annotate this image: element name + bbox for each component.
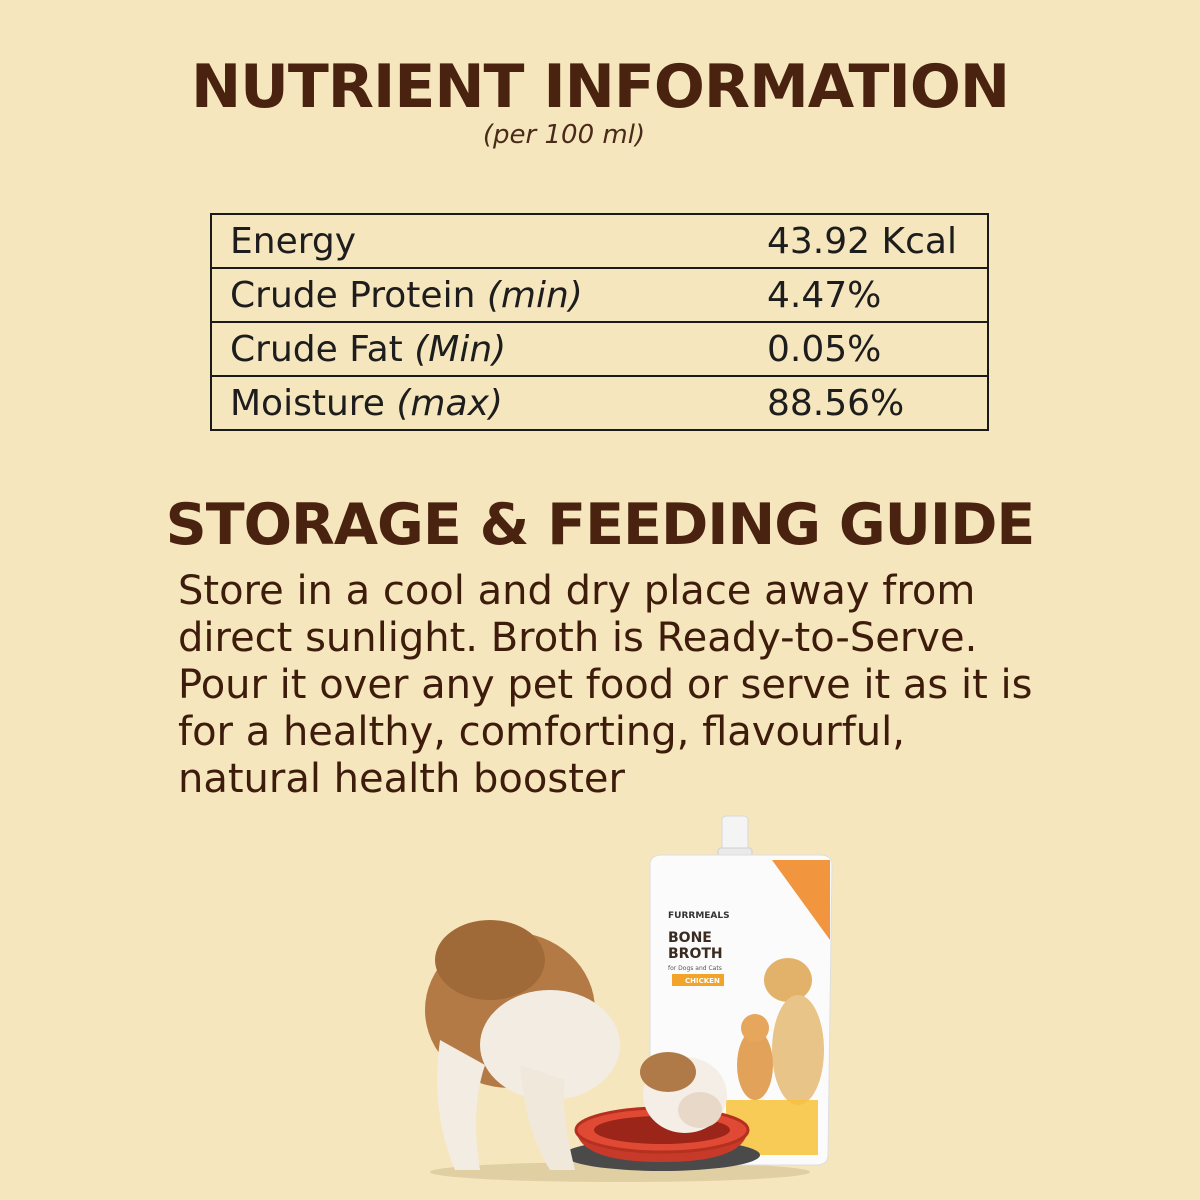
nutrient-row-energy <box>211 214 988 268</box>
nutrient-row-moisture <box>211 376 988 430</box>
pouch-flavour: CHICKEN <box>685 977 720 985</box>
nutrient-table <box>210 213 989 431</box>
product-illustration <box>400 810 860 1190</box>
guide-text: Store in a cool and dry place away from direct sunlight. Broth is Ready-to-Serve. Pour it over any pet food or serve it as it is for a healthy, comforting, flavourful, natural health booster <box>178 568 1033 802</box>
nutrient-value: 0.05% <box>767 322 988 376</box>
nutrient-subtitle: (per 100 ml) <box>482 120 646 150</box>
nutrient-label: Crude Protein (min) <box>211 268 767 322</box>
nutrient-row-protein <box>211 268 988 322</box>
pouch-dog-head <box>764 958 812 1002</box>
nutrient-value: 88.56% <box>767 382 905 424</box>
nutrient-label: Crude Fat (Min) <box>211 322 767 376</box>
nutrient-value: 4.47% <box>767 268 988 322</box>
nutrient-title: NUTRIENT INFORMATION <box>190 52 1010 122</box>
nutrient-row-fat <box>211 322 988 376</box>
nutrient-value: 43.92 Kcal <box>767 214 988 268</box>
pouch-name-2: BROTH <box>668 946 723 962</box>
pouch-for: for Dogs and Cats <box>668 965 722 972</box>
pouch-name-1: BONE <box>668 930 712 946</box>
pouch-brand: FURRMEALS <box>668 911 730 921</box>
guide-title: STORAGE & FEEDING GUIDE <box>165 492 1035 558</box>
nutrient-label: Energy <box>211 214 767 268</box>
nutrient-label: Moisture (max) <box>230 382 503 424</box>
